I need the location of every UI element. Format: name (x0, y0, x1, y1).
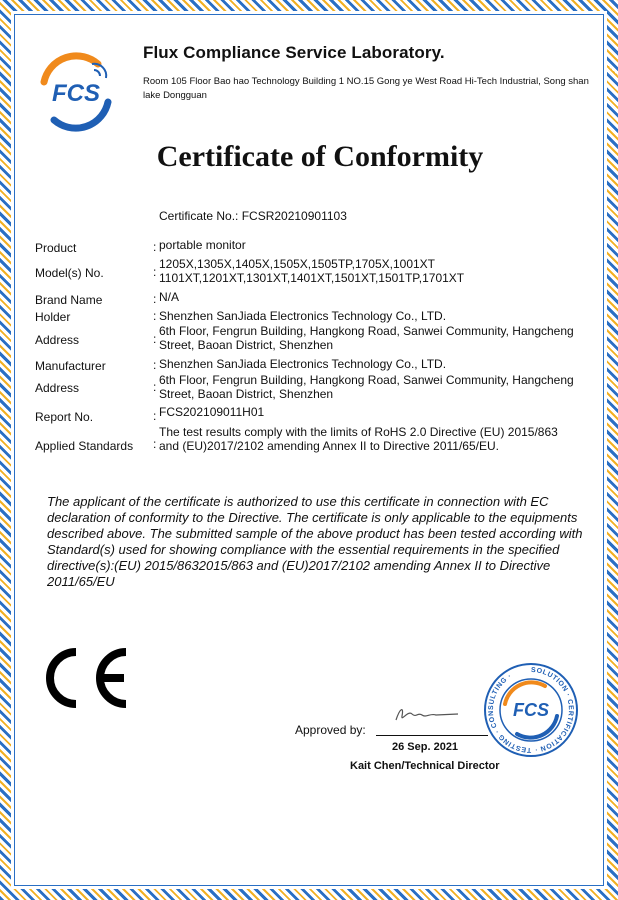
detail-value: 6th Floor, Fengrun Building, Hangkong Road, Sanwei Community, Hangcheng Street, Baoan District, Shenzhen (159, 324, 574, 352)
certification-seal-icon (483, 662, 579, 758)
logo-text: FCS (52, 80, 100, 107)
lab-address: Room 105 Floor Bao hao Technology Building 1 NO.15 Gong ye West Road Hi-Tech Industrial, Song shan lake Dongguan (143, 76, 589, 101)
lab-name: Flux Compliance Service Laboratory. (143, 43, 445, 62)
certificate-number: Certificate No.: FCSR20210901103 (159, 209, 347, 223)
detail-label: Manufacturer (35, 359, 106, 373)
conformity-statement: The applicant of the certificate is authorized to use this certificate in connection with EC declaration of conformity to the Directive. The certificate is only applicable to the equipments described above. The submitted sample of the above product has been tested according with Standard(s) used for showing compliance with the essential requirements in the specified directive(s):(EU) 2015/8632015/863 and (EU)2017/2102 amending Annex II to Directive 2011/65/EU (47, 494, 583, 589)
detail-label: Brand Name (35, 293, 103, 307)
detail-label: Address (35, 381, 80, 395)
seal-center-text: FCS (513, 700, 549, 720)
detail-value: N/A (159, 290, 180, 304)
ce-mark-icon (40, 646, 132, 710)
detail-label: Address (35, 333, 80, 347)
seal-ring-text: SOLUTION · CERTIFICATION · TESTING · CONSULTING · (487, 666, 575, 754)
detail-value: portable monitor (159, 238, 246, 252)
detail-label: Model(s) No. (35, 266, 104, 280)
signature-line (376, 735, 488, 736)
detail-label: Product (35, 241, 77, 255)
detail-label: Holder (35, 310, 71, 324)
detail-value: 6th Floor, Fengrun Building, Hangkong Road, Sanwei Community, Hangcheng Street, Baoan District, Shenzhen (159, 373, 574, 401)
approved-by-label: Approved by: (295, 723, 366, 737)
certificate-title: Certificate of Conformity (156, 140, 484, 173)
detail-label: Report No. (35, 410, 94, 424)
approval-date: 26 Sep. 2021 (392, 741, 459, 753)
fcs-logo (36, 52, 116, 132)
detail-value: 1205X,1305X,1405X,1505X,1505TP,1705X,1001XT 1101XT,1201XT,1301XT,1401XT,1501XT,1501TP,1701XT (159, 257, 465, 285)
detail-value: Shenzhen SanJiada Electronics Technology Co., LTD. (159, 309, 447, 323)
signer-name: Kait Chen/Technical Director (350, 760, 500, 772)
handwritten-signature-icon (392, 700, 462, 726)
detail-label: Applied Standards (35, 439, 134, 453)
detail-value: The test results comply with the limits of RoHS 2.0 Directive (EU) 2015/863 and (EU)2017/2102 amending Annex II to Directive 2011/65/EU. (159, 425, 558, 453)
detail-value: FCS202109011H01 (159, 405, 265, 419)
detail-value: Shenzhen SanJiada Electronics Technology Co., LTD. (159, 357, 447, 371)
